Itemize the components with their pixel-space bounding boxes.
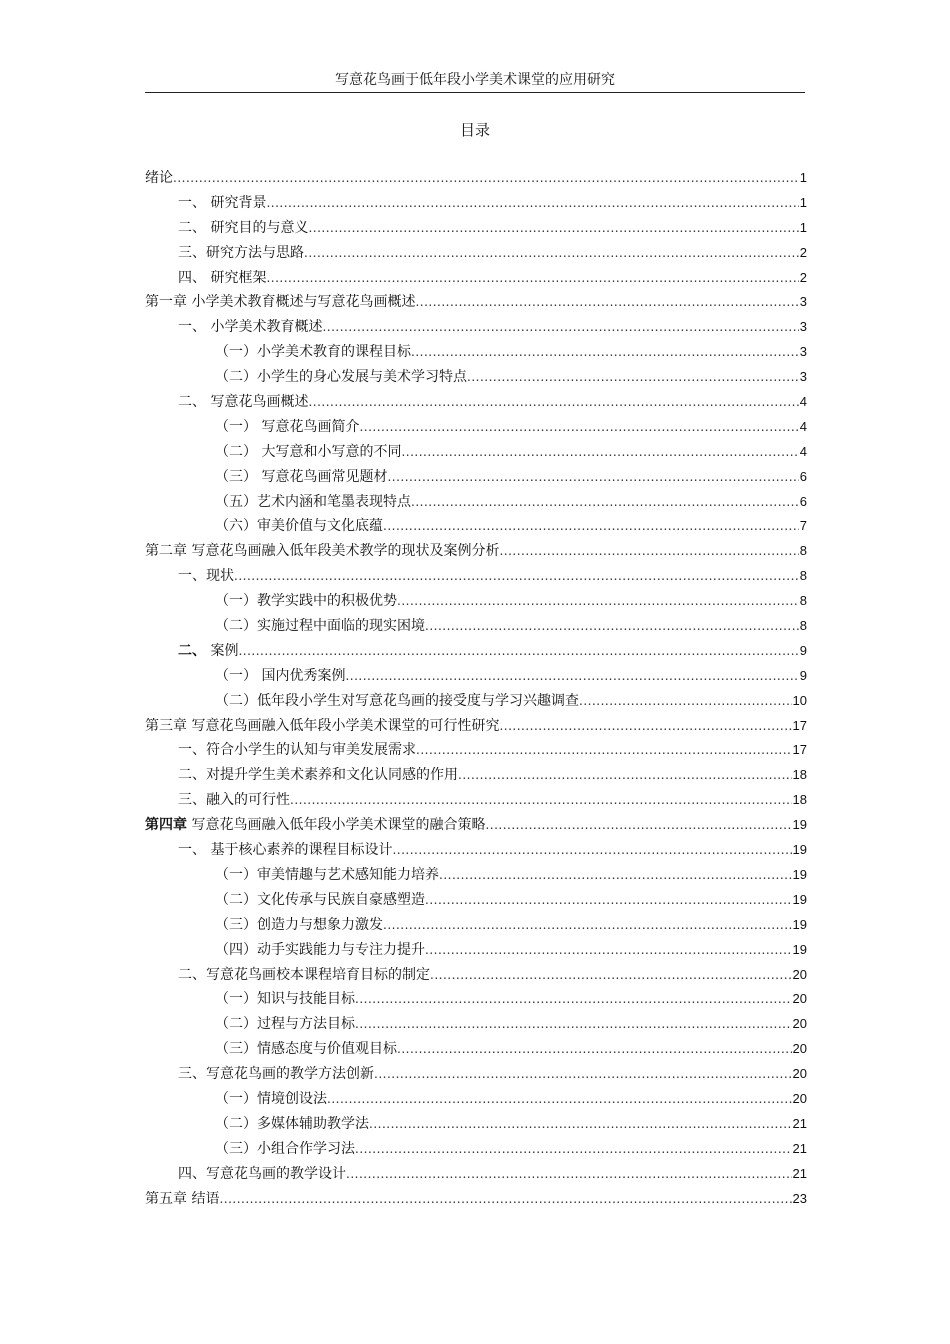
toc-entry[interactable]	[145, 1012, 807, 1037]
toc-entry-label: 四、写意花鸟画的教学设计	[178, 1165, 346, 1182]
toc-dot-leader	[415, 290, 798, 315]
toc-entry-label: （五）艺术内涵和笔墨表现特点	[215, 493, 411, 510]
toc-entry[interactable]	[145, 1187, 807, 1212]
toc-entry[interactable]	[145, 539, 807, 564]
toc-dot-leader	[355, 987, 792, 1012]
toc-page-number: 10	[792, 692, 807, 708]
toc-dot-leader	[219, 1187, 791, 1212]
toc-dot-leader	[355, 1137, 792, 1162]
toc-entry[interactable]	[145, 241, 807, 266]
toc-entry[interactable]	[145, 913, 807, 938]
toc-dot-leader	[345, 664, 798, 689]
toc-entry-label: 绪论	[145, 170, 173, 186]
toc-entry[interactable]	[145, 290, 807, 315]
toc-entry-label: 第四章 写意花鸟画融入低年段小学美术课堂的融合策略	[145, 817, 486, 834]
toc-dot-leader	[401, 440, 798, 465]
toc-entry[interactable]	[145, 888, 807, 913]
toc-entry[interactable]	[145, 813, 807, 838]
toc-page-number: 21	[792, 1165, 807, 1181]
toc-page-number: 4	[799, 394, 807, 410]
toc-page-number: 3	[799, 369, 807, 385]
toc-page-number: 19	[792, 817, 807, 833]
toc-dot-leader	[322, 315, 798, 340]
toc-entry[interactable]	[145, 863, 807, 888]
toc-dot-leader	[359, 415, 798, 440]
toc-entry[interactable]	[145, 1062, 807, 1087]
toc-entry-label: （四）动手实践能力与专注力提升	[215, 941, 425, 958]
toc-entry[interactable]	[145, 564, 807, 589]
toc-entry[interactable]	[145, 1162, 807, 1187]
toc-page-number: 9	[799, 667, 807, 683]
toc-dot-leader	[355, 1012, 792, 1037]
toc-page-number: 2	[799, 269, 807, 285]
toc-entry[interactable]	[145, 788, 807, 813]
toc-page-number: 2	[799, 244, 807, 260]
toc-dot-leader	[266, 191, 798, 216]
toc-page-number: 19	[792, 842, 807, 858]
toc-entry-label: 第三章 写意花鸟画融入低年段小学美术课堂的可行性研究	[145, 717, 500, 734]
toc-entry[interactable]	[145, 440, 807, 465]
toc-entry-label: （二） 大写意和小写意的不同	[215, 443, 402, 460]
toc-entry-label: （三）创造力与想象力激发	[215, 916, 383, 933]
toc-page-number: 3	[799, 344, 807, 360]
toc-dot-leader	[234, 564, 799, 589]
toc-entry[interactable]	[145, 490, 807, 515]
toc-page-number: 17	[792, 717, 807, 733]
toc-dot-leader	[397, 1037, 792, 1062]
toc-entry[interactable]	[145, 738, 807, 763]
toc-entry-label: （二）低年段小学生对写意花鸟画的接受度与学习兴趣调查	[215, 692, 579, 709]
toc-entry[interactable]	[145, 315, 807, 340]
toc-dot-leader	[374, 1062, 792, 1087]
toc-entry[interactable]	[145, 938, 807, 963]
toc-dot-leader	[308, 390, 798, 415]
toc-entry-label: （二）实施过程中面临的现实困境	[215, 618, 425, 635]
toc-page-number: 1	[799, 194, 807, 210]
toc-page-number: 19	[792, 866, 807, 882]
toc-dot-leader	[579, 689, 792, 714]
toc-dot-leader	[369, 1112, 792, 1137]
toc-entry-label: 二、 案例	[178, 642, 239, 659]
toc-page-number: 8	[799, 593, 807, 609]
toc-entry[interactable]	[145, 1087, 807, 1112]
toc-entry[interactable]	[145, 340, 807, 365]
toc-entry-label: 第二章 写意花鸟画融入低年段美术教学的现状及案例分析	[145, 543, 500, 560]
toc-entry-label: （一）教学实践中的积极优势	[215, 593, 397, 610]
toc-dot-leader	[458, 763, 792, 788]
toc-entry-label: （一）知识与技能目标	[215, 991, 355, 1008]
toc-page-number: 20	[792, 1016, 807, 1032]
header-divider	[145, 92, 805, 93]
toc-page-number: 8	[799, 568, 807, 584]
toc-entry-label: （二）过程与方法目标	[215, 1016, 355, 1033]
toc-entry-label: 一、符合小学生的认知与审美发展需求	[178, 742, 416, 759]
toc-page-number: 19	[792, 891, 807, 907]
toc-page-number: 18	[792, 767, 807, 783]
toc-page-number: 23	[792, 1190, 807, 1206]
toc-entry-label: （一） 国内优秀案例	[215, 667, 346, 684]
toc-entry[interactable]	[145, 191, 807, 216]
toc-page-number: 1	[799, 219, 807, 235]
toc-entry-label: 二、 研究目的与意义	[178, 219, 309, 236]
toc-page-number: 18	[792, 792, 807, 808]
toc-entry[interactable]	[145, 639, 807, 664]
toc-entry-label: 二、对提升学生美术素养和文化认同感的作用	[178, 767, 458, 784]
toc-entry-label: 二、 写意花鸟画概述	[178, 394, 309, 411]
toc-entry[interactable]	[145, 465, 807, 490]
toc-dot-leader	[238, 639, 798, 664]
toc-dot-leader	[387, 465, 798, 490]
toc-entry-label: （三） 写意花鸟画常见题材	[215, 468, 388, 485]
toc-entry-label: （一）情境创设法	[215, 1090, 327, 1107]
toc-entry[interactable]	[145, 514, 807, 539]
toc-page-number: 4	[799, 418, 807, 434]
toc-dot-leader	[430, 963, 792, 988]
toc-dot-leader	[304, 241, 799, 266]
toc-entry-label: （一）小学美术教育的课程目标	[215, 344, 411, 361]
toc-entry[interactable]	[145, 589, 807, 614]
toc-entry[interactable]	[145, 963, 807, 988]
toc-entry-label: （二）多媒体辅助教学法	[215, 1115, 369, 1132]
toc-dot-leader	[383, 514, 799, 539]
toc-page-number: 19	[792, 941, 807, 957]
toc-entry[interactable]	[145, 987, 807, 1012]
toc-dot-leader	[425, 888, 792, 913]
toc-entry[interactable]	[145, 1037, 807, 1062]
toc-dot-leader	[416, 738, 792, 763]
table-of-contents	[145, 166, 807, 1211]
toc-dot-leader	[327, 1087, 792, 1112]
toc-entry-label: （三）小组合作学习法	[215, 1140, 355, 1157]
running-header: 写意花鸟画于低年段小学美术课堂的应用研究	[335, 72, 615, 88]
toc-dot-leader	[467, 365, 799, 390]
toc-page-number: 8	[799, 618, 807, 634]
toc-entry-label: 一、 小学美术教育概述	[178, 319, 323, 336]
toc-dot-leader	[392, 838, 791, 863]
toc-entry-label: （一）审美情趣与艺术感知能力培养	[215, 866, 439, 883]
toc-entry[interactable]	[145, 838, 807, 863]
toc-dot-leader	[173, 166, 799, 191]
toc-page-number: 17	[792, 742, 807, 758]
toc-entry-label: 一、 基于核心素养的课程目标设计	[178, 842, 393, 859]
toc-page-number: 21	[792, 1140, 807, 1156]
toc-page-number: 20	[792, 966, 807, 982]
toc-page-number: 3	[799, 294, 807, 310]
toc-entry[interactable]	[145, 266, 807, 291]
toc-entry-label: 二、写意花鸟画校本课程培育目标的制定	[178, 966, 430, 983]
toc-dot-leader	[308, 216, 798, 241]
toc-page-number: 20	[792, 1066, 807, 1082]
toc-page-number: 3	[799, 319, 807, 335]
toc-entry[interactable]	[145, 166, 807, 191]
toc-entry[interactable]	[145, 1137, 807, 1162]
toc-entry-label: 三、写意花鸟画的教学方法创新	[178, 1066, 374, 1083]
toc-page-number: 19	[792, 916, 807, 932]
toc-entry-label: （三）情感态度与价值观目标	[215, 1041, 397, 1058]
toc-dot-leader	[485, 813, 791, 838]
toc-entry[interactable]	[145, 216, 807, 241]
toc-page-number: 7	[799, 518, 807, 534]
toc-entry[interactable]	[145, 365, 807, 390]
toc-entry[interactable]	[145, 390, 807, 415]
toc-dot-leader	[499, 539, 798, 564]
toc-dot-leader	[499, 714, 791, 739]
toc-dot-leader	[411, 490, 799, 515]
toc-page-number: 1	[799, 170, 807, 185]
toc-dot-leader	[425, 614, 799, 639]
toc-dot-leader	[290, 788, 792, 813]
toc-page-number: 9	[799, 642, 807, 658]
toc-dot-leader	[439, 863, 792, 888]
toc-entry[interactable]	[145, 415, 807, 440]
toc-dot-leader	[266, 266, 798, 291]
toc-entry[interactable]	[145, 763, 807, 788]
toc-entry-label: （二）小学生的身心发展与美术学习特点	[215, 369, 467, 386]
toc-dot-leader	[397, 589, 799, 614]
toc-entry[interactable]	[145, 614, 807, 639]
toc-entry-label: 一、现状	[178, 568, 234, 585]
toc-entry[interactable]	[145, 664, 807, 689]
toc-entry[interactable]	[145, 1112, 807, 1137]
toc-page-number: 20	[792, 1041, 807, 1057]
toc-entry-label: 第一章 小学美术教育概述与写意花鸟画概述	[145, 294, 416, 311]
toc-page-number: 20	[792, 1090, 807, 1106]
toc-dot-leader	[346, 1162, 792, 1187]
toc-entry[interactable]	[145, 689, 807, 714]
toc-entry-label: 四、 研究框架	[178, 269, 267, 286]
toc-page-number: 21	[792, 1115, 807, 1131]
toc-entry-label: 三、融入的可行性	[178, 792, 290, 809]
toc-dot-leader	[411, 340, 799, 365]
toc-title: 目录	[459, 121, 490, 139]
toc-page-number: 4	[799, 443, 807, 459]
toc-page-number: 6	[799, 493, 807, 509]
toc-entry-label: （一） 写意花鸟画简介	[215, 418, 360, 435]
toc-entry-label: 一、 研究背景	[178, 194, 267, 211]
toc-entry-label: （六）审美价值与文化底蕴	[215, 518, 383, 535]
toc-entry-label: 三、研究方法与思路	[178, 244, 304, 261]
toc-entry-label: （二）文化传承与民族自豪感塑造	[215, 891, 425, 908]
toc-entry-label: 第五章 结语	[145, 1190, 220, 1207]
toc-dot-leader	[383, 913, 792, 938]
toc-dot-leader	[425, 938, 792, 963]
toc-page-number: 6	[799, 468, 807, 484]
toc-page-number: 20	[792, 991, 807, 1007]
toc-page-number: 8	[799, 543, 807, 559]
toc-entry[interactable]	[145, 714, 807, 739]
